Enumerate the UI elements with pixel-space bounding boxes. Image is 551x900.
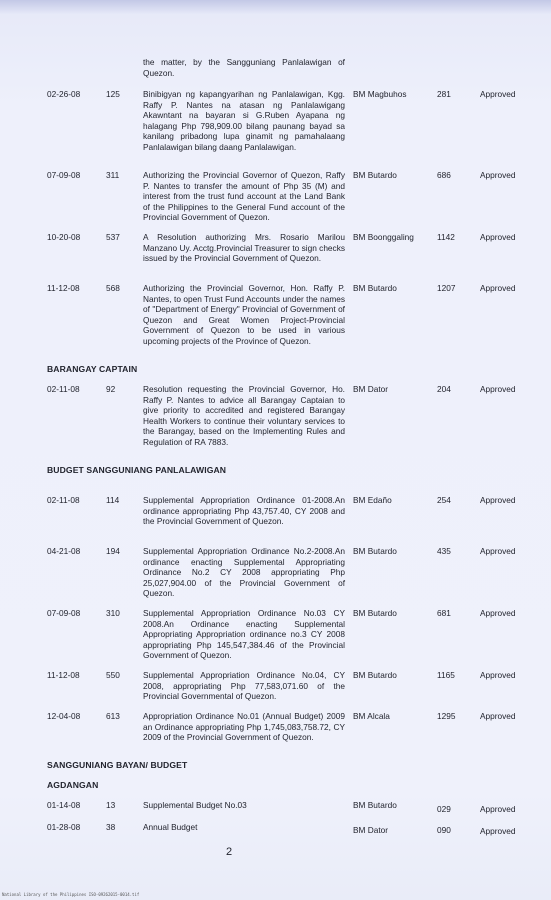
row-action: Approved — [480, 670, 516, 680]
row-description: Authorizing the Provincial Governor, Hon. Raffy P. Nantes, to open Trust Fund Accounts under the names of "Department of Energy" Provincial of Government of Quezon and Great Women Project-Provincial Government of Quezon to be used in various upcoming projects of the Province of Quezon. — [143, 283, 345, 346]
section-heading-agdangan: AGDANGAN — [47, 780, 99, 790]
scan-footer: National Library of the Philippines ISO-09262015-0014.tif — [2, 892, 140, 897]
row-mover: BM Butardo — [353, 800, 397, 810]
row-date: 07-09-08 — [47, 608, 81, 618]
row-page: 1295 — [437, 711, 456, 721]
row-number: 537 — [106, 232, 120, 242]
row-number: 13 — [106, 800, 116, 810]
section-heading-barangay-captain: BARANGAY CAPTAIN — [47, 364, 138, 374]
row-number: 550 — [106, 670, 120, 680]
row-mover: BM Dator — [353, 384, 389, 394]
row-number: 92 — [106, 384, 116, 394]
row-date: 02-11-08 — [47, 384, 80, 394]
row-description: Supplemental Appropriation Ordinance 01-2008.An ordinance appropriating Php 43,757.40, CY 2008 and the Provincial Government of Quezon. — [143, 495, 345, 527]
row-number: 311 — [106, 170, 120, 180]
section-heading-budget-sp: BUDGET SANGGUNIANG PANLALAWIGAN — [47, 465, 227, 475]
row-number: 125 — [106, 89, 120, 99]
row-action: Approved — [480, 826, 516, 836]
row-mover: BM Butardo — [353, 546, 397, 556]
row-mover: BM Butardo — [353, 670, 397, 680]
row-action: Approved — [480, 170, 516, 180]
row-page: 281 — [437, 89, 451, 99]
page-number: 2 — [226, 846, 233, 858]
row-description: Supplemental Budget No.03 — [143, 800, 247, 810]
row-description: Supplemental Appropriation Ordinance No.04, CY 2008, appropriating Php 77,583,071.60 of the Provincial Governmental of Quezon. — [143, 670, 345, 702]
row-date: 12-04-08 — [47, 711, 81, 721]
row-page: 090 — [437, 825, 451, 835]
row-action: Approved — [480, 232, 516, 242]
row-page: 029 — [437, 804, 451, 814]
row-number: 613 — [106, 711, 120, 721]
row-page: 1142 — [437, 232, 455, 242]
row-mover: BM Edaño — [353, 495, 392, 505]
row-description: Appropriation Ordinance No.01 (Annual Budget) 2009 an Ordinance appropriating Php 1,745,083,758.72, CY 2009 of the Provincial Government of Quezon. — [143, 711, 345, 743]
row-page: 204 — [437, 384, 451, 394]
row-description: Supplemental Appropriation Ordinance No.2-2008.An ordinance enacting Supplemental Appropriating Ordinance No.2 CY 2008 appropriating Php 25,027,904.00 of the Provincial Government of Quezon. — [143, 546, 345, 599]
row-number: 310 — [106, 608, 120, 618]
row-mover: BM Butardo — [353, 170, 397, 180]
row-date: 11-12-08 — [47, 283, 80, 293]
row-description: A Resolution authorizing Mrs. Rosario Marilou Manzano Uy. Acctg.Provincial Treasurer to sign checks issued by the Provincial Government of Quezon. — [143, 232, 345, 264]
row-number: 114 — [106, 495, 120, 505]
row-date: 10-20-08 — [47, 232, 81, 242]
row-number: 194 — [106, 546, 120, 556]
row-action: Approved — [480, 711, 516, 721]
row-action: Approved — [480, 804, 516, 814]
row-action: Approved — [480, 608, 516, 618]
row-mover: BM Butardo — [353, 283, 397, 293]
row-action: Approved — [480, 89, 516, 99]
row-description: Annual Budget — [143, 822, 198, 832]
row-date: 04-21-08 — [47, 546, 81, 556]
row-action: Approved — [480, 495, 516, 505]
row-mover: BM Alcala — [353, 711, 390, 721]
row-action: Approved — [480, 546, 516, 556]
row-page: 435 — [437, 546, 451, 556]
carryover-text: the matter, by the Sangguniang Panlalawigan of Quezon. — [143, 57, 345, 78]
row-mover: BM Boonggaling — [353, 232, 414, 242]
row-action: Approved — [480, 283, 516, 293]
row-description: Supplemental Appropriation Ordinance No.03 CY 2008.An Ordinance enacting Supplemental Appropriating Appropriation ordinance no.3 CY 2008 appropriating Php 145,547,384.46 of the Provincial Government of Quezon. — [143, 608, 345, 661]
row-date: 01-14-08 — [47, 800, 81, 810]
row-description: Resolution requesting the Provincial Governor, Ho. Raffy P. Nantes to advice all Barangay Captaian to give priority to accredited and registered Barangay Health Workers to continue their voluntary services to the Barangay, based on the Implementing Rules and Regulation of RA 7883. — [143, 384, 345, 447]
row-page: 254 — [437, 495, 451, 505]
row-description: Binibigyan ng kapangyarihan ng Panlalawigan, Kgg. Raffy P. Nantes na atasan ng Panlalawigang Akawntant na bayaran si G.Ruben Ayapana ng halagang Php 798,909.00 bilang paunang bayad sa kanilang pribadong lupa ginamit ng pamahalaang Panlalawigan bilang daang Panlalawigan. — [143, 89, 345, 152]
row-page: 1207 — [437, 283, 456, 293]
row-mover: BM Butardo — [353, 608, 397, 618]
row-page: 1165 — [437, 670, 455, 680]
row-date: 11-12-08 — [47, 670, 80, 680]
row-number: 568 — [106, 283, 120, 293]
row-mover: BM Dator — [353, 825, 389, 835]
row-page: 681 — [437, 608, 451, 618]
row-date: 07-09-08 — [47, 170, 81, 180]
row-number: 38 — [106, 822, 116, 832]
row-date: 02-11-08 — [47, 495, 80, 505]
row-description: Authorizing the Provincial Governor of Quezon, Raffy P. Nantes to transfer the amount of Php 35 (M) and interest from the trust fund account at the Land Bank of the Philippines to the General Fund account of the Provincial Government of Quezon. — [143, 170, 345, 223]
row-mover: BM Magbuhos — [353, 89, 407, 99]
row-action: Approved — [480, 384, 516, 394]
row-page: 686 — [437, 170, 451, 180]
section-heading-sb-budget: SANGGUNIANG BAYAN/ BUDGET — [47, 760, 188, 770]
row-date: 02-26-08 — [47, 89, 81, 99]
row-date: 01-28-08 — [47, 822, 81, 832]
